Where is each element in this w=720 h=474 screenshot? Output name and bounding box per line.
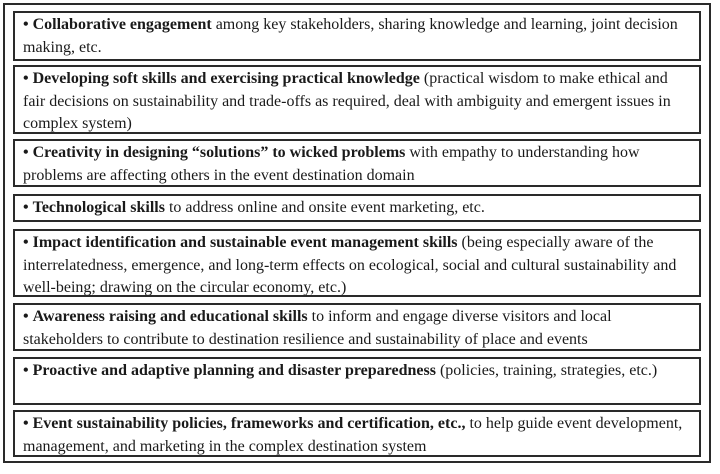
skill-title: Technological skills (32, 199, 165, 216)
skill-title: Collaborative engagement (32, 16, 212, 33)
skill-title: Creativity in designing “solutions” to wicked problems (32, 144, 406, 161)
skill-title: Awareness raising and educational skills (32, 308, 308, 325)
bullet-icon: • (23, 16, 29, 33)
skill-item-technological (13, 194, 701, 222)
skill-title: Proactive and adaptive planning and disaster preparedness (32, 362, 436, 379)
skill-item-sustainability-policies (13, 410, 701, 457)
skill-item-proactive-planning (13, 357, 701, 405)
skill-description: with empathy to understanding how problems are affecting others in the event destination domain (23, 144, 640, 184)
skill-title: Impact identification and sustainable event management skills (32, 234, 458, 251)
skill-description: (policies, training, strategies, etc.) (435, 362, 658, 379)
skill-description: (being especially aware of the interrelatedness, emergence, and long-term effects on ecological, social and cultural sustainability and well-being; drawing on the circular economy, etc.) (23, 234, 677, 296)
bullet-icon: • (23, 234, 29, 251)
skill-item-impact-identification (13, 229, 701, 297)
skill-title: Developing soft skills and exercising practical knowledge (32, 70, 420, 87)
skill-description: to inform and engage diverse visitors and local stakeholders to contribute to destination resilience and sustainability of place and events (23, 308, 612, 348)
skill-title: Event sustainability policies, frameworks and certification, etc., (32, 415, 466, 432)
skill-item-creativity (13, 139, 701, 187)
bullet-icon: • (23, 308, 29, 325)
bullet-icon: • (23, 144, 29, 161)
skill-description: (practical wisdom to make ethical and fair decisions on sustainability and trade-offs as required, deal with ambiguity and emergent issues in complex system) (23, 70, 671, 132)
skill-description: among key stakeholders, sharing knowledge and learning, joint decision making, etc. (23, 16, 678, 56)
bullet-icon: • (23, 70, 29, 87)
bullet-icon: • (23, 415, 29, 432)
skill-item-awareness-raising (13, 303, 701, 351)
bullet-icon: • (23, 362, 29, 379)
skill-description: to address online and onsite event marketing, etc. (164, 199, 485, 216)
bullet-icon: • (23, 199, 29, 216)
skill-description: to help guide event development, management, and marketing in the complex destination system (23, 415, 683, 455)
skill-item-soft-skills (13, 65, 701, 134)
skill-item-collaborative-engagement (13, 11, 701, 61)
